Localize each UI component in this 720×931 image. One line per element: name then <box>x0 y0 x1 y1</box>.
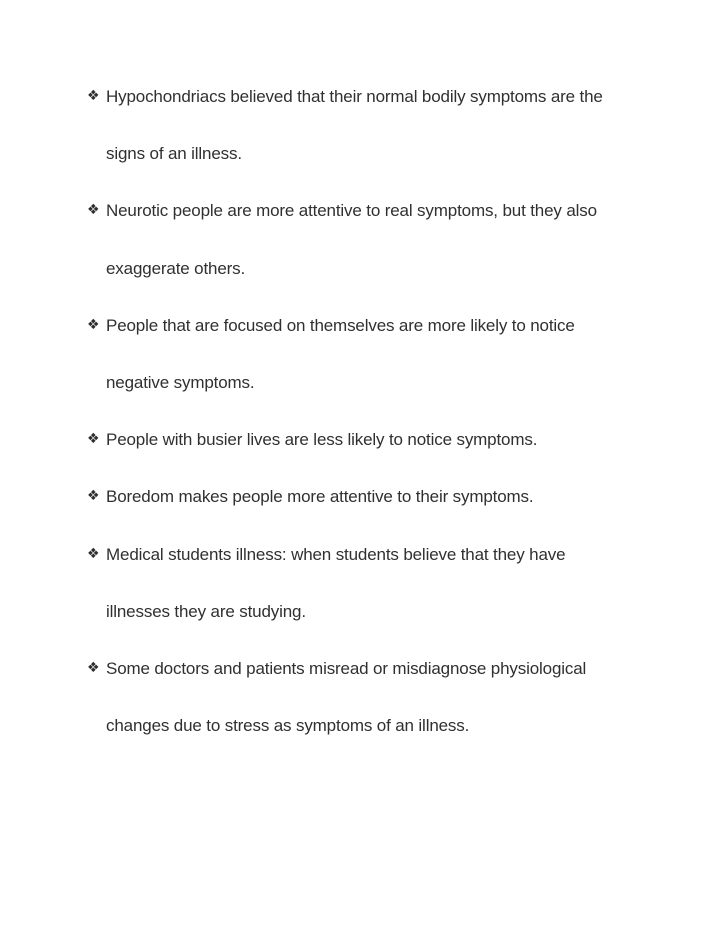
list-item-line: Medical students illness: when students believe that they have <box>106 544 566 564</box>
list-item-line: Neurotic people are more attentive to real symptoms, but they also <box>106 201 597 221</box>
bullet-diamond-icon: ❖ <box>87 488 100 505</box>
list-item-line: Some doctors and patients misread or misdiagnose physiological <box>106 658 587 678</box>
bullet-diamond-icon: ❖ <box>87 431 100 448</box>
list-item-line: exaggerate others. <box>106 258 246 278</box>
list-item-line: negative symptoms. <box>106 372 255 392</box>
list-item <box>87 468 720 525</box>
list-item-line: Boredom makes people more attentive to their symptoms. <box>106 487 534 507</box>
list-item <box>87 526 720 640</box>
list-item <box>87 182 720 296</box>
bullet-diamond-icon: ❖ <box>87 316 100 333</box>
list-item-line: changes due to stress as symptoms of an illness. <box>106 716 470 736</box>
bullet-diamond-icon: ❖ <box>87 545 100 562</box>
list-item <box>87 411 720 468</box>
bullet-diamond-icon: ❖ <box>87 659 100 676</box>
list-item-line: Hypochondriacs believed that their normal bodily symptoms are the <box>106 87 603 106</box>
bullet-diamond-icon: ❖ <box>87 88 100 104</box>
list-item-line: illnesses they are studying. <box>106 601 306 621</box>
list-item <box>87 640 720 754</box>
list-item <box>87 297 720 411</box>
list-item-line: signs of an illness. <box>106 144 242 164</box>
list-item-line: People with busier lives are less likely to notice symptoms. <box>106 430 538 450</box>
list-item-line: People that are focused on themselves are more likely to notice <box>106 315 575 335</box>
list-item <box>87 68 720 182</box>
bullet-diamond-icon: ❖ <box>87 202 100 219</box>
